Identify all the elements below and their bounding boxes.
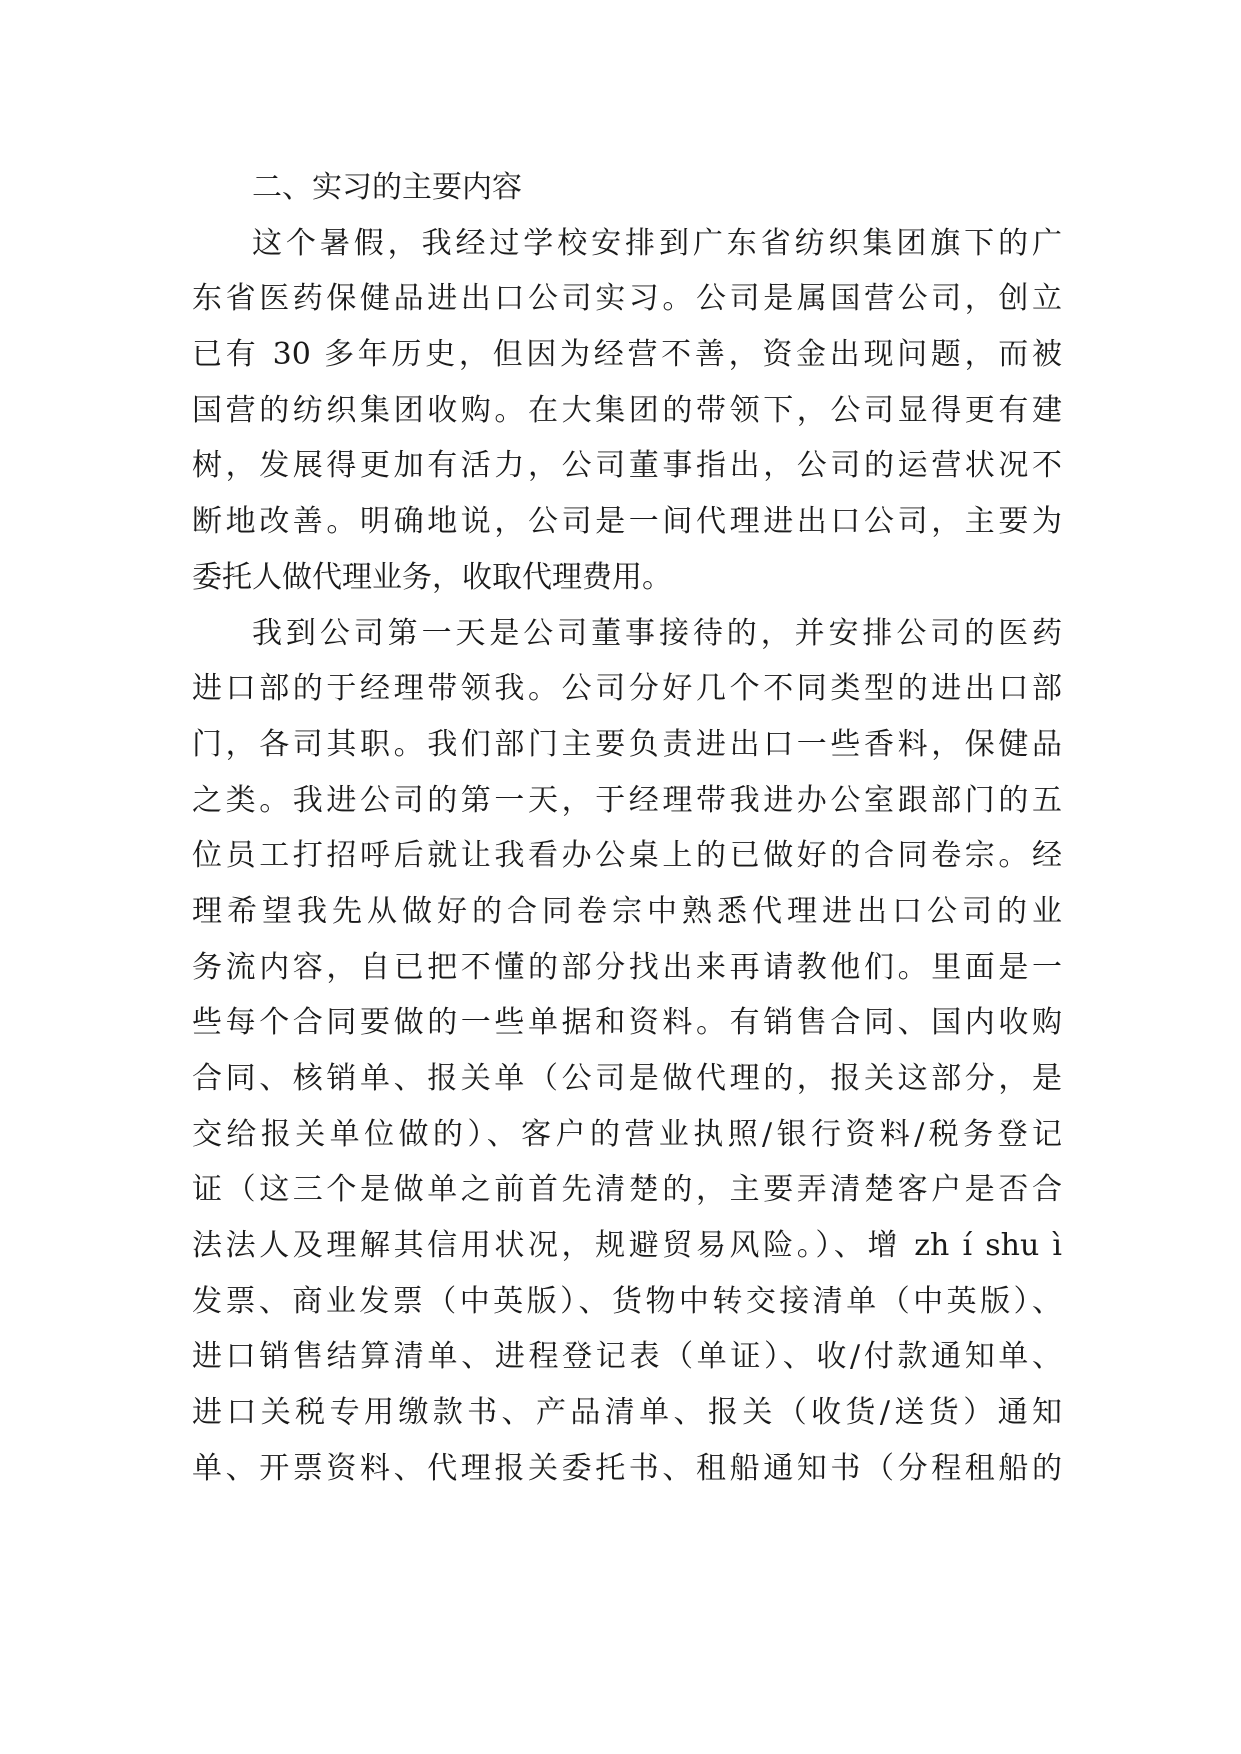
paragraph-2	[192, 606, 1062, 1497]
paragraph-line: 进口销售结算清单、进程登记表（单证）、收/付款通知单、	[192, 1339, 1062, 1375]
paragraph-line: 证（这三个是做单之前首先清楚的，主要弄清楚客户是否合	[192, 1172, 1062, 1208]
paragraph-line: 理希望我先从做好的合同卷宗中熟悉代理进出口公司的业	[192, 893, 1062, 929]
paragraph-line: 之类。我进公司的第一天，于经理带我进办公室跟部门的五	[192, 782, 1062, 818]
paragraph-line: 合同、核销单、报关单（公司是做代理的，报关这部分，是	[192, 1061, 1062, 1096]
paragraph-line: 这个暑假，我经过学校安排到广东省纺织集团旗下的广	[252, 225, 1062, 261]
paragraph-line: 务流内容，自已把不懂的部分找出来再请教他们。里面是一	[192, 949, 1062, 985]
document-body	[192, 160, 1062, 1497]
paragraph-line: 断地改善。明确地说，公司是一间代理进出口公司，主要为	[192, 504, 1062, 540]
paragraph-line: 些每个合同要做的一些单据和资料。有销售合同、国内收购	[192, 1005, 1062, 1041]
paragraph-line: 树，发展得更加有活力，公司董事指出，公司的运营状况不	[192, 448, 1062, 484]
paragraph-line: 已有 30 多年历史，但因为经营不善，资金出现问题，而被	[192, 337, 1062, 373]
paragraph-line: 委托人做代理业务，收取代理费用。	[192, 559, 672, 595]
paragraph-line: 东省医药保健品进出口公司实习。公司是属国营公司，创立	[192, 281, 1062, 317]
paragraph-line: 国营的纺织集团收购。在大集团的带领下，公司显得更有建	[192, 392, 1062, 428]
paragraph-line: 法法人及理解其信用状况，规避贸易风险。）、增 zh í shu ì	[192, 1228, 1062, 1264]
paragraph-line: 交给报关单位做的）、客户的营业执照/银行资料/税务登记	[192, 1116, 1062, 1152]
paragraph-1	[192, 216, 1062, 606]
section-heading: 二、实习的主要内容	[252, 170, 522, 205]
paragraph-line: 发票、商业发票（中英版）、货物中转交接清单（中英版）、	[192, 1283, 1062, 1319]
paragraph-line: 单、开票资料、代理报关委托书、租船通知书（分程租船的	[192, 1450, 1062, 1486]
paragraph-line: 进口部的于经理带领我。公司分好几个不同类型的进出口部	[192, 671, 1062, 707]
paragraph-line: 进口关税专用缴款书、产品清单、报关（收货/送货）通知	[192, 1395, 1062, 1431]
paragraph-line: 门，各司其职。我们部门主要负责进出口一些香料，保健品	[192, 726, 1062, 762]
paragraph-line: 位员工打招呼后就让我看办公桌上的已做好的合同卷宗。经	[192, 838, 1062, 874]
paragraph-line: 我到公司第一天是公司董事接待的，并安排公司的医药	[252, 615, 1062, 651]
